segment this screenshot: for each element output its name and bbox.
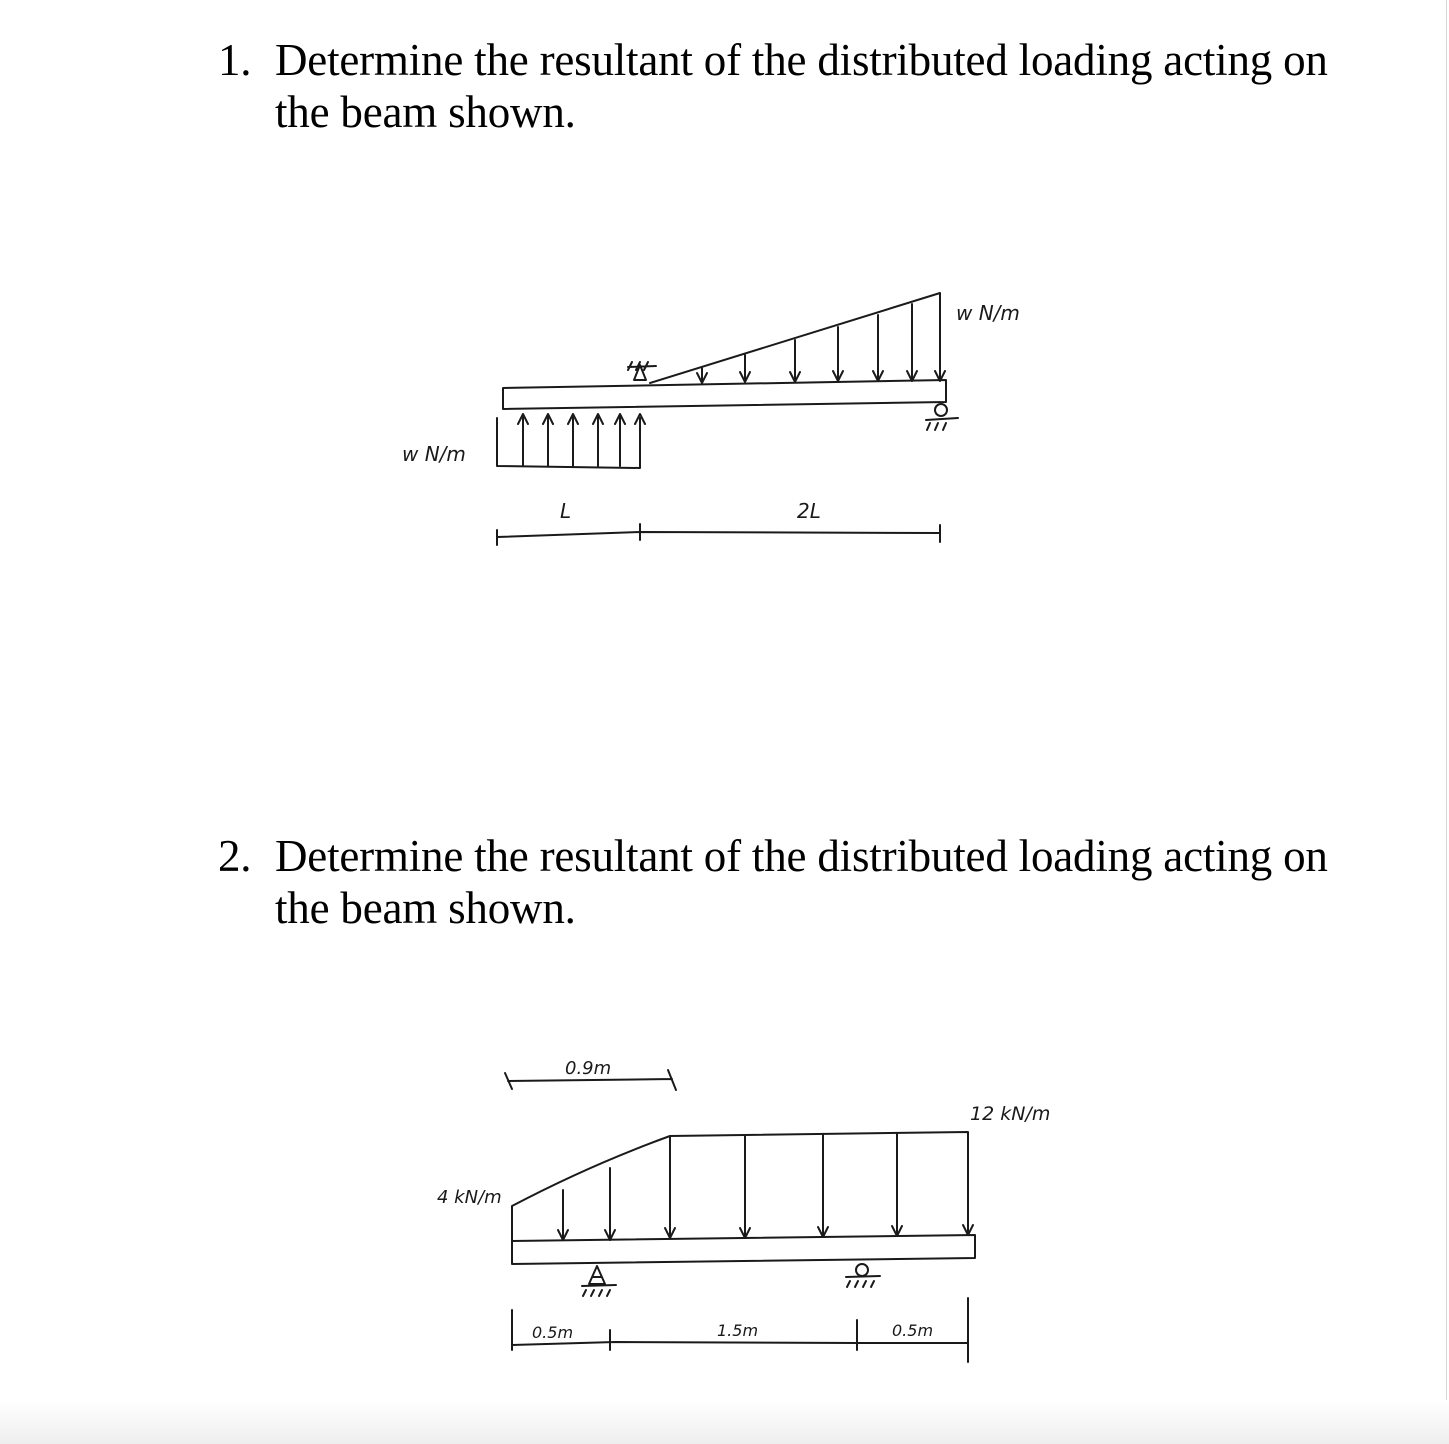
figure-1-right-load-label: w N/m (956, 301, 1020, 325)
figure-1-triangular-load (650, 293, 945, 383)
figure-2 (437, 1058, 1050, 1362)
figure-2-left-load-label: 4 kN/m (437, 1187, 502, 1208)
figure-2-beam (512, 1235, 975, 1264)
figure-2-roller-support (846, 1264, 880, 1287)
figure-2-distributed-load (512, 1132, 973, 1241)
figure-2-right-load-label: 12 kN/m (970, 1103, 1051, 1125)
figure-1 (402, 293, 1020, 545)
figure-1-roller-support (926, 404, 958, 430)
figure-2-dim-a-label: 0.5m (532, 1323, 574, 1342)
problem-2-number: 2. (218, 831, 252, 881)
figure-1-dim-left-label: L (560, 499, 572, 523)
figure-1-dim-right-label: 2L (797, 499, 821, 523)
figure-1-dimension (497, 524, 940, 545)
problem-1-number: 1. (218, 35, 252, 85)
problem-2-text: Determine the resultant of the distributed loading acting on the beam shown. (275, 831, 1328, 933)
figure-1-pin-support (628, 362, 656, 380)
figure-2-dim-c-label: 0.5m (892, 1321, 934, 1340)
figure-2-dim-b-label: 1.5m (717, 1321, 759, 1340)
figure-2-dim-top-label: 0.9m (565, 1058, 612, 1079)
figure-1-upward-load (497, 414, 645, 468)
problem-1-text: Determine the resultant of the distributed loading acting on the beam shown. (275, 35, 1328, 137)
figure-1-beam (503, 380, 946, 409)
figure-1-left-load-label: w N/m (402, 442, 466, 466)
figure-2-pin-support (582, 1266, 616, 1296)
